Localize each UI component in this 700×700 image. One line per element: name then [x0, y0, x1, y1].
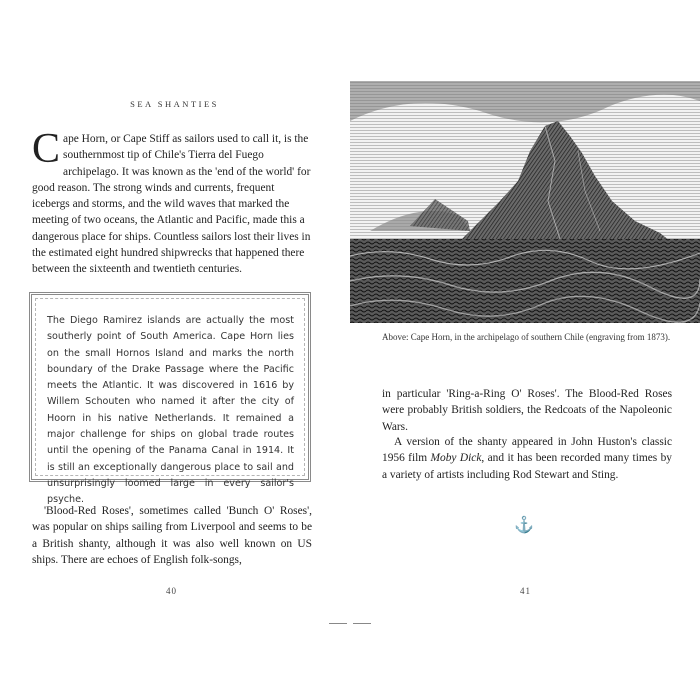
- moby-text-before: A version of the shanty appeared in John Huston's classic 1956 film: [382, 436, 672, 465]
- moby-dick-paragraph: [382, 434, 672, 483]
- engraving-caption: Above: Cape Horn, in the archipelago of southern Chile (engraving from 1873).: [382, 332, 671, 342]
- moby-text-after: , and it has been recorded many times by a variety of artists including Rod Stewart and Sting.: [382, 452, 672, 481]
- drop-cap: C: [32, 126, 61, 172]
- intro-text: ape Horn, or Cape Stiff as sailors used to call it, is the southernmost tip of Chile's Tierra del Fuego archipelago. It was known as the 'end of the world' for good reason. The strong winds and currents, frequent icebergs and storms, and the wild waves that marked the meeting of two oceans, the Atlantic and Pacific, made this a dangerous place for ships. Countless sailors lost their lives in the estimated eight hundred shipwrecks that happened there between the sixteenth and twentieth centuries.: [32, 133, 311, 276]
- film-title: Moby Dick: [430, 452, 482, 465]
- blood-red-roses-paragraph: 'Blood-Red Roses', sometimes called 'Bunch O' Roses', was popular on ships sailing from Liverpool and seems to be a British shanty, although it was also well known on US ships. There are echoes of English folk-songs,: [32, 505, 312, 566]
- anchor-icon: ⚓: [514, 517, 534, 534]
- page-number-left: 40: [166, 586, 177, 596]
- cape-horn-engraving: [350, 81, 700, 323]
- running-head: SEA SHANTIES: [130, 99, 219, 109]
- intro-paragraph: [32, 126, 312, 278]
- sidebar-box: [29, 292, 311, 506]
- sidebar-text: The Diego Ramirez islands are actually the most southerly point of South America. Cape Horn lies on the small Hornos Island and marks the north boundary of the Drake Passage where the Pacific meets the Atlantic. It was discovered in 1616 by Willem Schouten who named it after the city of Hoorn in his native Netherlands. It remained a major challenge for ships on global trade routes until the opening of the Panama Canal in 1914. It is still an exceptionally dangerous place to sail and unsurprisingly loomed large in every sailor's psyche.: [47, 315, 294, 506]
- continuation-paragraph: in particular 'Ring-a-Ring O' Roses'. The Blood-Red Roses were probably British soldiers, the Redcoats of the Napoleonic Wars.: [382, 388, 672, 433]
- left-page: [0, 0, 349, 700]
- gutter-mark-right: [353, 623, 371, 624]
- right-page: [350, 0, 700, 700]
- page-number-right: 41: [520, 586, 531, 596]
- gutter-mark-left: [329, 623, 347, 624]
